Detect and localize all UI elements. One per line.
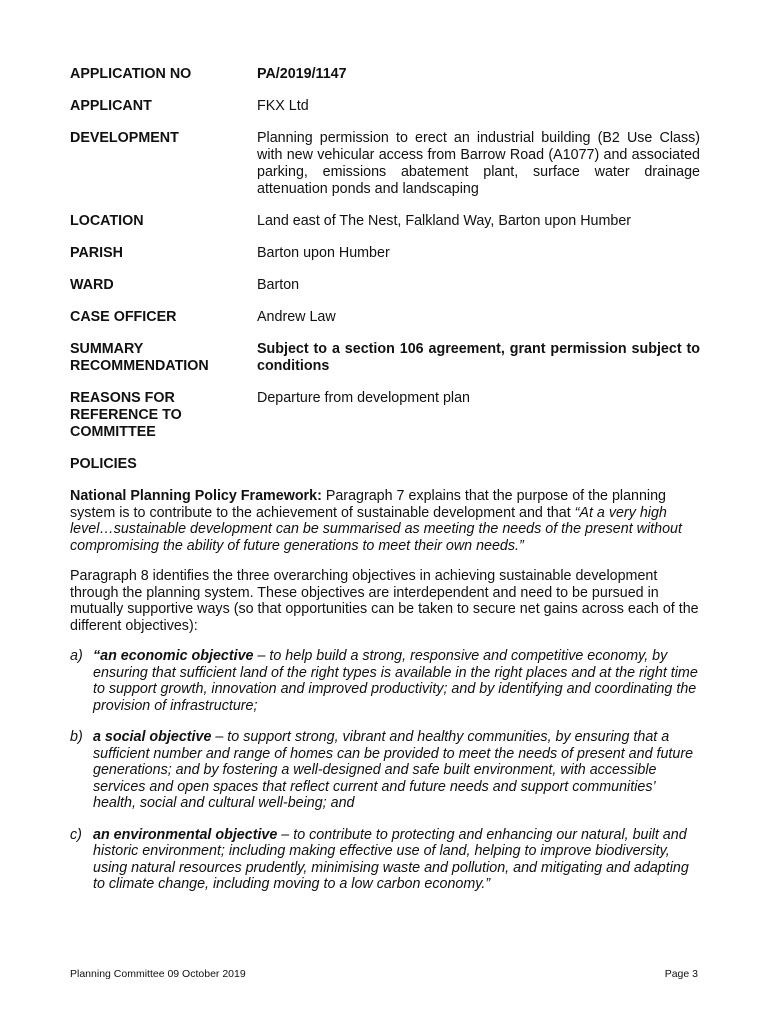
objective-title: an environmental objective: [93, 826, 278, 843]
policies-heading: POLICIES: [70, 456, 137, 472]
field-ward: [70, 277, 700, 294]
objective-body: – to contribute to protecting and enhancing our natural, built and historic environment; including making effective use of land, helping to improve biodiversity, using natural resources prudently, minimising waste and pollution, and mitigating and adapting to climate change, including moving to a low carbon economy.”: [93, 826, 689, 892]
field-value: Andrew Law: [257, 309, 336, 325]
field-value: Barton upon Humber: [257, 245, 390, 261]
paragraph-8: Paragraph 8 identifies the three overarching objectives in achieving sustainable development through the planning system. These objectives are interdependent and need to be pursued in mutually supportive ways (so that opportunities can be taken to secure net gains across each of the different objectives):: [70, 568, 699, 634]
nppf-quote: “At a very high level…sustainable development can be summarised as meeting the needs of the present without compromising the ability of future generations to meet their own needs.”: [70, 504, 682, 554]
field-parish: [70, 245, 700, 262]
field-location: [70, 213, 700, 230]
objective-body: – to support strong, vibrant and healthy communities, by ensuring that a sufficient number and range of homes can be provided to meet the needs of present and future generations; and by fostering a well-designed and safe built environment, with accessible services and open spaces that reflect current and future needs and support communities’ health, social and cultural well-being; and: [93, 729, 694, 811]
field-label: DEVELOPMENT: [70, 130, 179, 146]
nppf-paragraph: [70, 488, 700, 554]
field-label: PARISH: [70, 245, 123, 261]
field-value: Departure from development plan: [257, 390, 470, 406]
field-value: Planning permission to erect an industrial building (B2 Use Class) with new vehicular access from Barrow Road (A1077) and associated parking, emissions abatement plant, surface water drainage attenuation ponds and landscaping: [257, 130, 700, 197]
field-label: LOCATION: [70, 213, 144, 229]
field-value: PA/2019/1147: [257, 66, 347, 82]
page-footer: [70, 968, 698, 980]
objective-body: – to help build a strong, responsive and competitive economy, by ensuring that sufficient land of the right types is available in the right places and at the right time to support growth, innovation and improved productivity; and by identifying and coordinating the provision of infrastructure;: [93, 648, 698, 714]
list-marker: b): [70, 729, 83, 745]
field-summary-recommendation: [70, 341, 700, 375]
objective-social: [70, 729, 700, 812]
nppf-text: Paragraph 7 explains that the purpose of the planning system is to contribute to the achievement of sustainable development and that: [70, 488, 667, 521]
footer-meeting-date: Planning Committee 09 October 2019: [70, 968, 246, 980]
field-label: CASE OFFICER: [70, 309, 177, 325]
objective-economic: [70, 648, 700, 714]
objective-title: a social objective: [93, 729, 212, 745]
field-value: Subject to a section 106 agreement, grant permission subject to conditions: [257, 341, 700, 374]
field-value: Barton: [257, 277, 300, 293]
field-application-no: [70, 66, 700, 83]
objective-text: [93, 648, 700, 714]
field-label: SUMMARY RECOMMENDATION: [70, 341, 209, 374]
list-marker: a): [70, 648, 83, 664]
list-marker: c): [70, 826, 82, 843]
field-label: WARD: [70, 277, 114, 293]
field-value: Land east of The Nest, Falkland Way, Barton upon Humber: [257, 213, 632, 229]
objective-title: “an economic objective: [93, 648, 254, 664]
document-page: [70, 66, 700, 893]
objective-text: [93, 729, 700, 812]
field-reasons-for-reference: [70, 390, 700, 441]
field-label: APPLICANT: [70, 98, 152, 114]
field-case-officer: [70, 309, 700, 326]
field-value: FKX Ltd: [257, 98, 309, 114]
nppf-title: National Planning Policy Framework:: [70, 488, 322, 504]
objective-environmental: [70, 827, 700, 893]
objective-text: [93, 827, 700, 893]
field-label: APPLICATION NO: [70, 66, 192, 82]
field-applicant: [70, 98, 700, 115]
page-number: Page 3: [664, 968, 698, 980]
field-label: REASONS FOR REFERENCE TO COMMITTEE: [70, 390, 182, 440]
field-development: [70, 130, 700, 198]
